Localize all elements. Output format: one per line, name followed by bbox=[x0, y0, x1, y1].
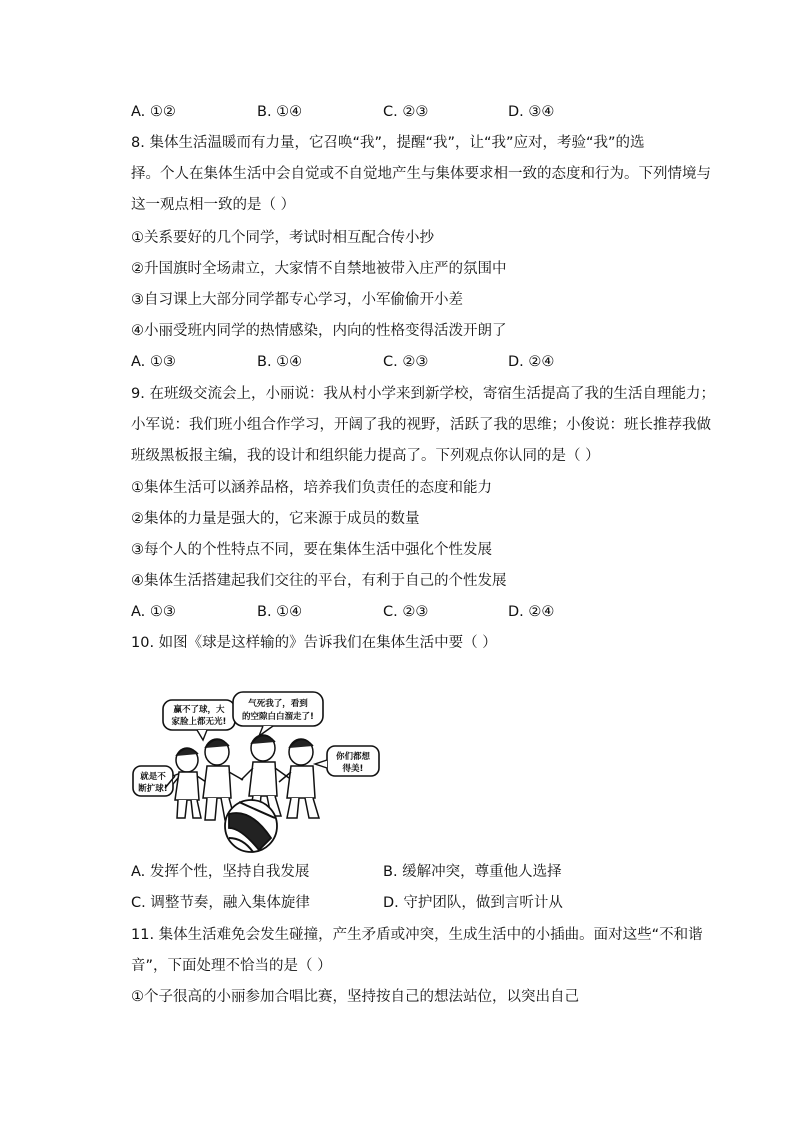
q10-option-a: A. 发挥个性，坚持自我发展 bbox=[131, 864, 310, 880]
q9-option-c: C. ②③ bbox=[383, 604, 429, 620]
q9-stem-line-1: 9. 在班级交流会上，小丽说：我从村小学来到新学校，寄宿生活提高了我的生活自理能力； bbox=[131, 386, 715, 402]
q9-item-3: ③每个人的个性特点不同，要在集体生活中强化个性发展 bbox=[131, 542, 492, 558]
q9-option-b: B. ①④ bbox=[257, 604, 303, 620]
q8-stem-line-3: 这一观点相一致的是（ ） bbox=[131, 197, 296, 213]
q8-stem-line-1: 8. 集体生活温暖而有力量，它召唤“我”，提醒“我”，让“我”应对，考验“我”的选 bbox=[131, 135, 645, 151]
q7-option-a: A. ①② bbox=[131, 104, 176, 120]
bubble-3-line-1: 就是不 bbox=[140, 772, 166, 782]
q8-stem-line-2: 择。个人在集体生活中会自觉或不自觉地产生与集体要求相一致的态度和行为。下列情境与 bbox=[131, 166, 711, 182]
q10-options-row-1 bbox=[131, 862, 651, 882]
bubble-1-line-1: 赢不了球，大 bbox=[173, 705, 225, 715]
q8-option-c: C. ②③ bbox=[383, 354, 429, 370]
q8-item-2: ②升国旗时全场肃立，大家情不自禁地被带入庄严的氛围中 bbox=[131, 261, 507, 277]
q8-item-4: ④小丽受班内同学的热情感染，内向的性格变得活泼开朗了 bbox=[131, 323, 507, 339]
q7-option-c: C. ②③ bbox=[383, 104, 429, 120]
q9-stem-line-3: 班级黑板报主编，我的设计和组织能力提高了。下列观点你认同的是（ ） bbox=[131, 448, 600, 464]
q7-option-d: D. ③④ bbox=[508, 104, 555, 120]
bubble-4-line-2: 得美! bbox=[342, 764, 364, 774]
q9-option-a: A. ①③ bbox=[131, 604, 176, 620]
q10-options-row-2 bbox=[131, 893, 651, 913]
q8-option-b: B. ①④ bbox=[257, 354, 303, 370]
boy-4-figure bbox=[279, 739, 319, 818]
speech-bubble-2 bbox=[233, 692, 323, 736]
q9-item-2: ②集体的力量是强大的，它来源于成员的数量 bbox=[131, 511, 420, 527]
q11-stem-line-2: 音”，下面处理不恰当的是（ ） bbox=[131, 958, 332, 974]
q10-stem: 10. 如图《球是这样输的》告诉我们在集体生活中要（ ） bbox=[131, 635, 497, 651]
q9-stem-line-2: 小军说：我们班小组合作学习，开阔了我的视野，活跃了我的思维；小俊说：班长推荐我做 bbox=[131, 417, 711, 433]
bubble-3-line-2: 断扩球! bbox=[138, 784, 168, 794]
bubble-2-line-1: 气死我了，看到 bbox=[248, 699, 308, 709]
q10-option-b: B. 缓解冲突，尊重他人选择 bbox=[383, 864, 562, 880]
speech-bubble-1 bbox=[163, 700, 235, 740]
q8-item-1: ①关系要好的几个同学，考试时相互配合传小抄 bbox=[131, 230, 434, 246]
q8-option-d: D. ②④ bbox=[508, 354, 555, 370]
q10-option-d: D. 守护团队，做到言听计从 bbox=[383, 895, 563, 911]
q8-item-3: ③自习课上大部分同学都专心学习，小军偷偷开小差 bbox=[131, 292, 463, 308]
q9-options bbox=[131, 602, 651, 622]
bubble-4-line-1: 你们都想 bbox=[335, 752, 371, 762]
q11-item-1: ①个子很高的小丽参加合唱比赛，坚持按自己的想法站位，以突出自己 bbox=[131, 989, 579, 1005]
ball-icon bbox=[225, 800, 277, 852]
q7-option-b: B. ①④ bbox=[257, 104, 303, 120]
q11-stem-line-1: 11. 集体生活难免会发生碰撞，产生矛盾或冲突，生成生活中的小插曲。面对这些“不和谐 bbox=[131, 927, 703, 943]
q9-item-1: ①集体生活可以涵养品格，培养我们负责任的态度和能力 bbox=[131, 480, 492, 496]
q9-option-d: D. ②④ bbox=[508, 604, 555, 620]
cartoon-ball-lost bbox=[131, 688, 383, 856]
q9-item-4: ④集体生活搭建起我们交往的平台，有利于自己的个性发展 bbox=[131, 573, 507, 589]
bubble-1-line-2: 家脸上都无光! bbox=[171, 717, 227, 727]
q10-option-c: C. 调整节奏，融入集体旋律 bbox=[131, 895, 310, 911]
speech-bubble-4 bbox=[315, 746, 379, 776]
q8-options bbox=[131, 352, 651, 372]
q8-option-a: A. ①③ bbox=[131, 354, 176, 370]
bubble-2-line-2: 的空隙白白溜走了! bbox=[242, 712, 314, 722]
q7-options bbox=[131, 102, 651, 122]
